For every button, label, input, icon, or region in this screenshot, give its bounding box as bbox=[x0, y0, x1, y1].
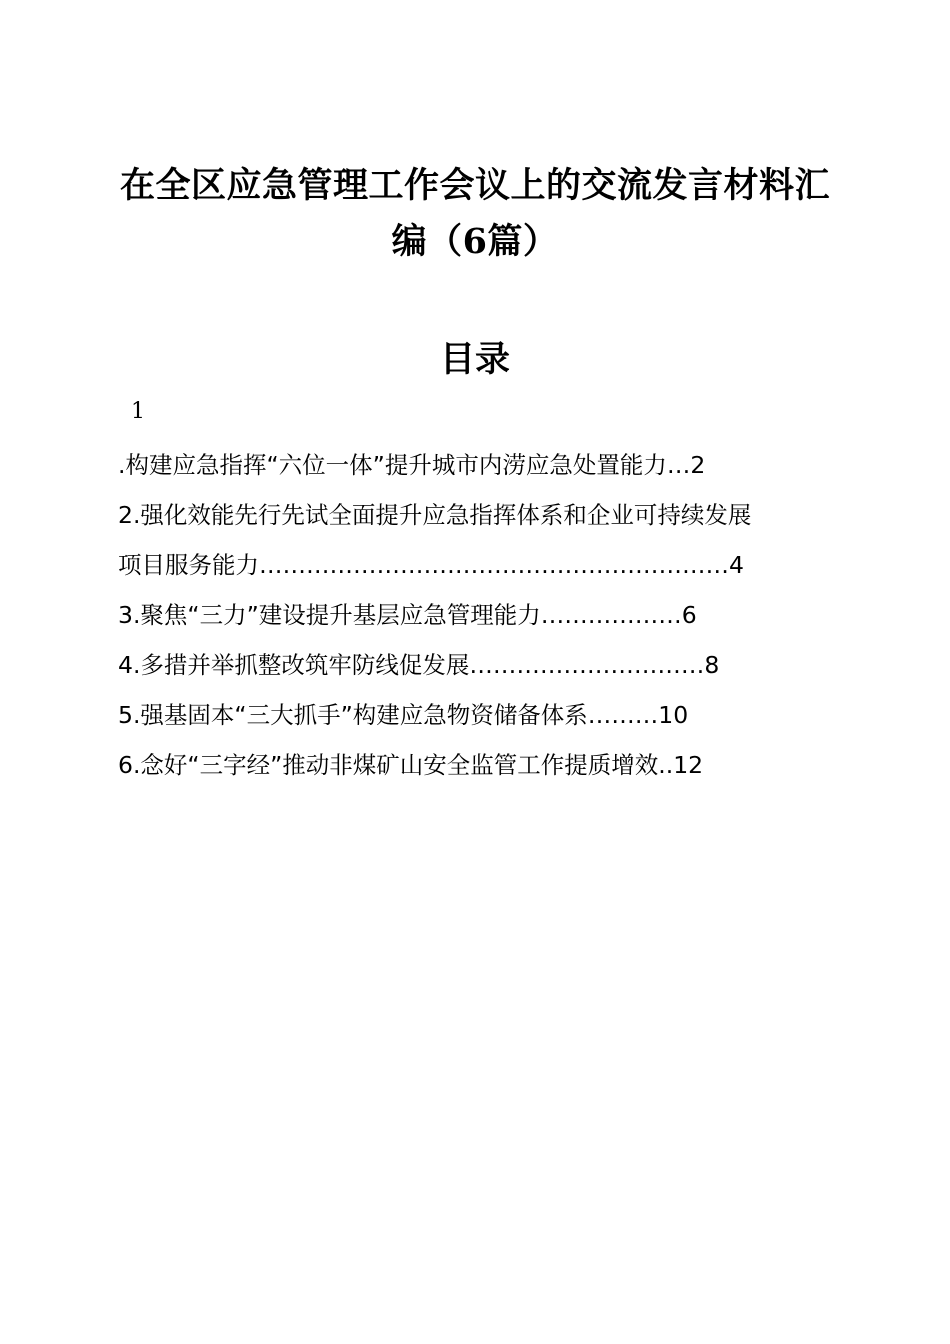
document-title-line-2: 编（6篇） bbox=[391, 221, 559, 262]
toc-entry-4[interactable]: 4.多措并举抓整改筑牢防线促发展…………………………8 bbox=[118, 651, 720, 679]
toc-entry-2-line-1[interactable]: 2.强化效能先行先试全面提升应急指挥体系和企业可持续发展 bbox=[118, 501, 752, 529]
toc-entry-6[interactable]: 6.念好“三字经”推动非煤矿山安全监管工作提质增效..12 bbox=[118, 751, 704, 779]
document-title-line-1: 在全区应急管理工作会议上的交流发言材料汇 bbox=[119, 165, 830, 206]
toc-entry-3[interactable]: 3.聚焦“三力”建设提升基层应急管理能力………………6 bbox=[118, 601, 697, 629]
toc-entry-1[interactable]: .构建应急指挥“六位一体”提升城市内涝应急处置能力…2 bbox=[118, 451, 706, 479]
toc-first-number: 1 bbox=[131, 399, 145, 424]
toc-heading: 目录 bbox=[439, 339, 510, 380]
table-of-contents bbox=[118, 440, 838, 790]
document-title bbox=[100, 158, 850, 270]
toc-entry-5[interactable]: 5.强基固本“三大抓手”构建应急物资储备体系………10 bbox=[118, 701, 689, 729]
toc-entry-2-line-2[interactable]: 项目服务能力……………………………………………………4 bbox=[118, 551, 744, 579]
